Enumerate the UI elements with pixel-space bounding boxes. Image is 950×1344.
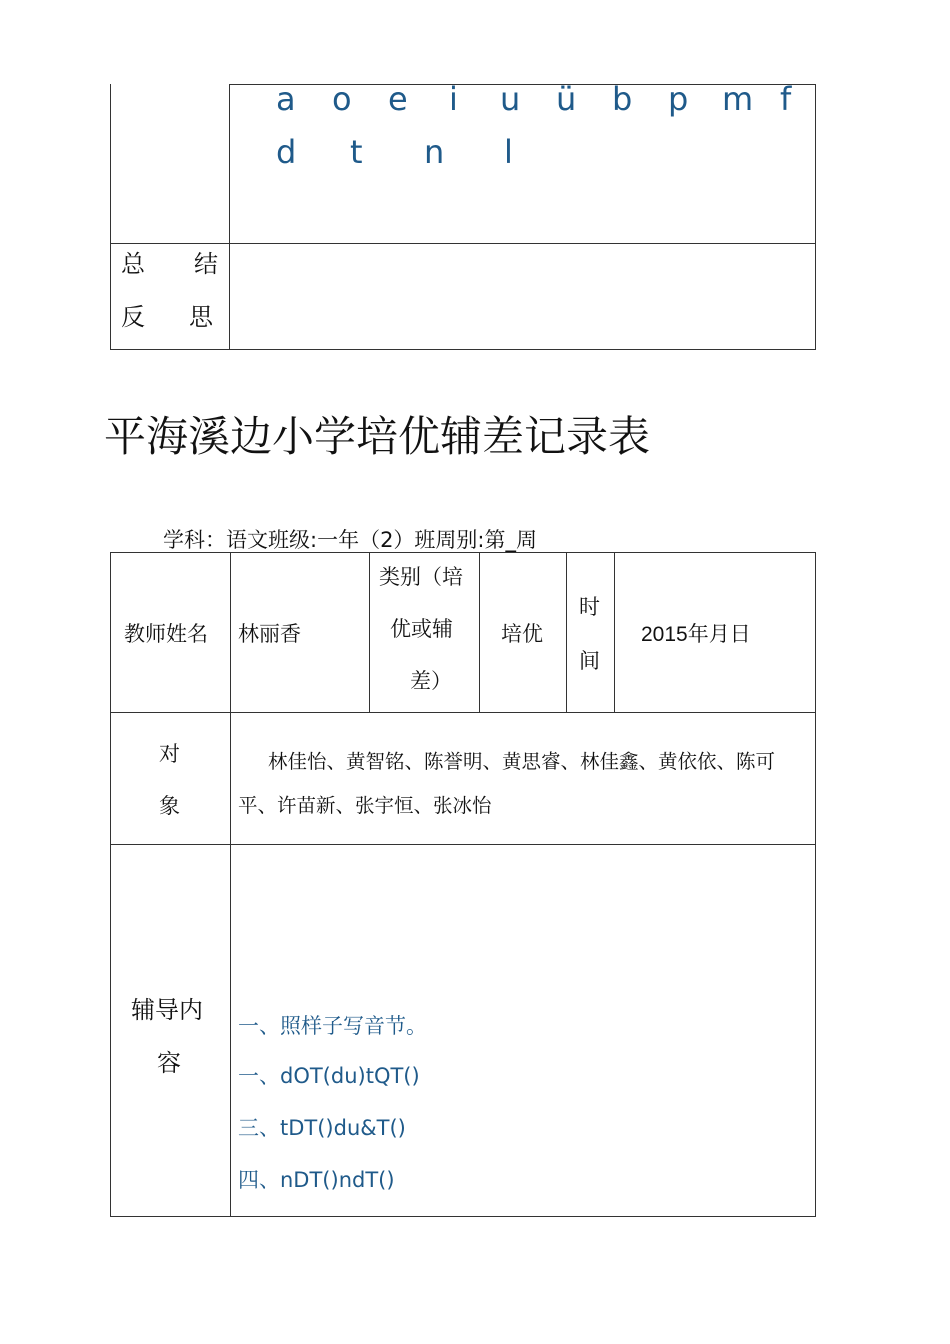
table-bottom-border <box>110 1216 816 1217</box>
table-top-border <box>110 552 816 553</box>
table-row-separator <box>110 712 816 713</box>
pinyin-letter: m <box>722 80 754 118</box>
category-label-line: 优或辅 <box>390 617 453 641</box>
top-table-left-border <box>110 84 111 350</box>
time-label-line: 间 <box>579 649 600 673</box>
table-column-divider <box>614 552 615 713</box>
summary-label-char: 结 <box>194 250 218 278</box>
table-column-divider <box>479 552 480 713</box>
table-column-divider <box>369 552 370 713</box>
teacher-name-value: 林丽香 <box>238 622 301 646</box>
content-label-line: 辅导内 <box>131 996 203 1024</box>
pinyin-letter: d <box>276 133 297 171</box>
top-table-divider <box>229 84 230 350</box>
pinyin-letter: o <box>332 80 352 118</box>
content-label-line: 容 <box>157 1049 181 1077</box>
content-line: 三、tDT()du&T() <box>238 1116 406 1140</box>
pinyin-letter: a <box>276 80 296 118</box>
pinyin-letter: p <box>668 80 689 118</box>
pinyin-letter: u <box>500 80 521 118</box>
content-line: 一、dOT(du)tQT() <box>238 1064 420 1088</box>
content-line: 四、nDT()ndT() <box>238 1168 395 1192</box>
top-table-row-separator <box>110 243 816 244</box>
target-label-line: 象 <box>159 794 180 818</box>
pinyin-letter: f <box>780 80 792 118</box>
category-label-line: 差） <box>410 669 452 693</box>
category-label-line: 类别（培 <box>379 565 463 589</box>
page-title: 平海溪边小学培优辅差记录表 <box>104 412 651 461</box>
table-right-border <box>815 552 816 1217</box>
pinyin-letter: l <box>504 133 513 171</box>
pinyin-letter: b <box>612 80 633 118</box>
time-value: 2015年月日 <box>641 623 751 646</box>
top-table-bottom-border <box>110 349 816 350</box>
table-row-separator <box>110 844 816 845</box>
teacher-name-label: 教师姓名 <box>124 622 208 646</box>
top-table-right-border <box>815 84 816 350</box>
table-column-divider <box>566 552 567 713</box>
pinyin-letter: t <box>350 133 363 171</box>
summary-label-char: 反 <box>121 303 145 331</box>
summary-label-char: 思 <box>189 303 213 331</box>
content-line: 一、照样子写音节。 <box>238 1014 427 1038</box>
target-label-line: 对 <box>159 742 180 766</box>
category-value: 培优 <box>501 622 543 646</box>
summary-label-char: 总 <box>121 250 145 278</box>
table-left-border <box>110 552 111 1217</box>
target-students-line: 平、许苗新、张宇恒、张冰怡 <box>238 794 492 817</box>
pinyin-letter: e <box>388 80 408 118</box>
target-students-line: 林佳怡、黄智铭、陈誉明、黄思睿、林佳鑫、黄依依、陈可 <box>268 750 776 773</box>
pinyin-letter: i <box>449 80 458 118</box>
table-column-divider <box>230 552 231 1217</box>
pinyin-letter: ü <box>556 80 577 118</box>
time-label-line: 时 <box>579 595 600 619</box>
subtitle: 学科：语文班级:一年（2）班周别:第_周 <box>163 528 538 552</box>
pinyin-letter: n <box>424 133 445 171</box>
